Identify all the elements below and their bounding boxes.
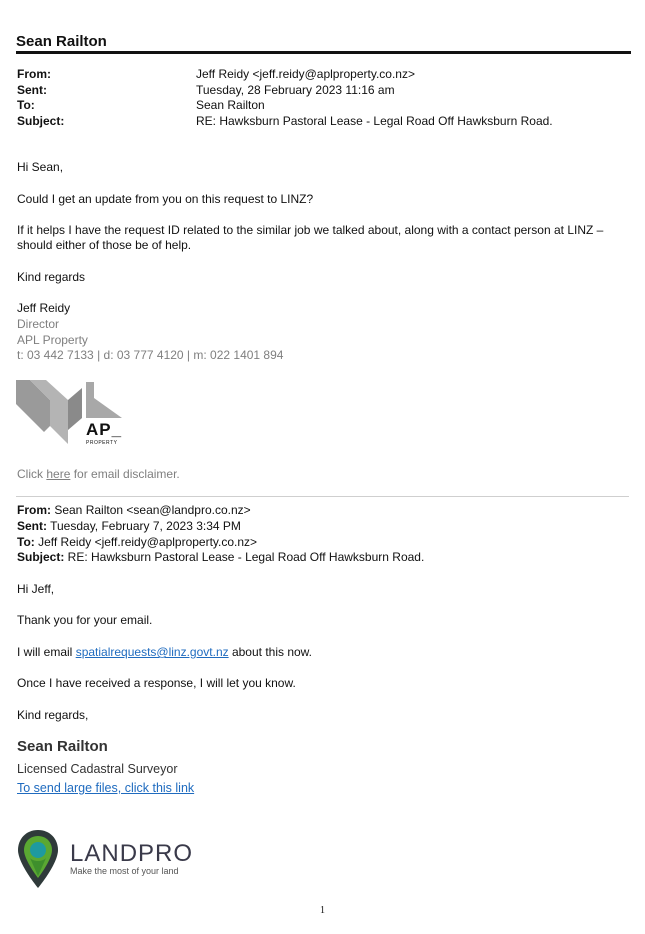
message-divider	[16, 496, 629, 497]
landpro-logo-text: LANDPRO	[70, 840, 194, 867]
sent-value: Tuesday, 28 February 2023 11:16 am	[196, 83, 395, 97]
quoted-from-label: From:	[17, 503, 51, 517]
greeting: Hi Sean,	[17, 160, 64, 174]
quoted-subject	[17, 550, 424, 566]
quoted-body-line: Thank you for your email.	[17, 613, 153, 627]
disclaimer-prefix: Click	[17, 467, 47, 481]
quoted-closing: Kind regards,	[17, 708, 89, 722]
disclaimer-line	[17, 467, 180, 483]
landpro-logo-mark	[16, 828, 60, 890]
subject-value: RE: Hawksburn Pastoral Lease - Legal Road Off Hawksburn Road.	[196, 114, 553, 128]
quoted-to	[17, 535, 257, 551]
disclaimer-suffix: for email disclaimer.	[70, 467, 180, 481]
quoted-greeting: Hi Jeff,	[17, 582, 55, 596]
email-suffix: about this now.	[228, 645, 313, 659]
disclaimer-link[interactable]: here	[46, 467, 71, 481]
to-label: To:	[17, 98, 35, 112]
page-number: 1	[320, 905, 325, 916]
signature-name: Jeff Reidy	[17, 301, 71, 315]
from-value: Jeff Reidy <jeff.reidy@aplproperty.co.nz>	[196, 67, 415, 81]
body-line: Could I get an update from you on this request to LINZ?	[17, 192, 314, 206]
landpro-signature-name: Sean Railton	[17, 738, 108, 755]
subject-label: Subject:	[17, 114, 65, 128]
quoted-from-value: Sean Railton <sean@landpro.co.nz>	[51, 503, 251, 517]
quoted-email-line	[17, 645, 312, 661]
signature-company: APL Property	[17, 333, 88, 347]
quoted-sent-value: Tuesday, February 7, 2023 3:34 PM	[47, 519, 241, 533]
document-owner: Sean Railton	[16, 33, 107, 50]
quoted-subject-value: RE: Hawksburn Pastoral Lease - Legal Road Off Hawksburn Road.	[64, 550, 425, 564]
header-divider	[16, 51, 631, 54]
signature-title: Director	[17, 317, 60, 331]
signature-phones: t: 03 442 7133 | d: 03 777 4120 | m: 022 1401 894	[17, 348, 284, 362]
quoted-from	[17, 503, 251, 519]
apl-logo-subtext: PROPERTY	[86, 440, 118, 446]
apl-property-logo	[16, 378, 126, 450]
to-value: Sean Railton	[196, 98, 265, 112]
body-line: If it helps I have the request ID related to the similar job we talked about, along with a contact person at LINZ –	[17, 223, 604, 237]
quoted-to-label: To:	[17, 535, 35, 549]
quoted-sent	[17, 519, 241, 535]
from-label: From:	[17, 67, 51, 81]
email-prefix: I will email	[17, 645, 76, 659]
quoted-sent-label: Sent:	[17, 519, 47, 533]
spatialrequests-email-link[interactable]: spatialrequests@linz.govt.nz	[75, 645, 229, 659]
sent-label: Sent:	[17, 83, 47, 97]
landpro-signature-title: Licensed Cadastral Surveyor	[17, 762, 178, 776]
body-line: should either of those be of help.	[17, 238, 192, 252]
closing: Kind regards	[17, 270, 86, 284]
quoted-body-line: Once I have received a response, I will let you know.	[17, 676, 296, 690]
landpro-logo-tagline: Make the most of your land	[70, 866, 179, 876]
quoted-subject-label: Subject:	[17, 550, 65, 564]
large-files-link[interactable]: To send large files, click this link	[17, 781, 195, 795]
quoted-to-value: Jeff Reidy <jeff.reidy@aplproperty.co.nz>	[34, 535, 258, 549]
apl-logo-text: AP_	[86, 420, 123, 439]
map-pin-icon	[16, 828, 60, 890]
